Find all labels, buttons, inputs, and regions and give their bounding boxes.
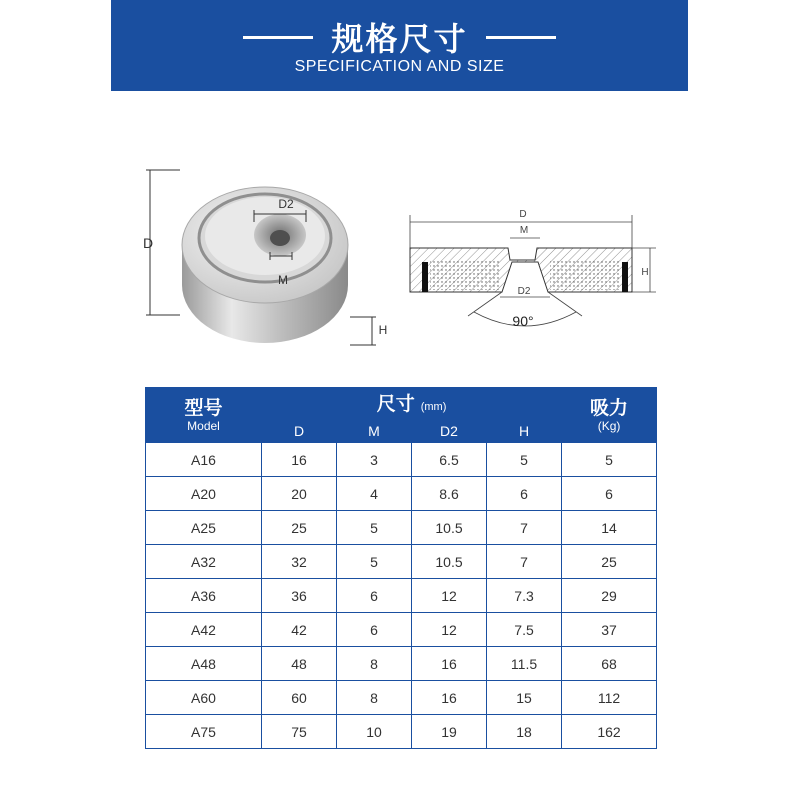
cell-d2: 12 [412,613,487,647]
cell-model: A60 [146,681,262,715]
table-row [146,647,657,681]
diag-label-m: M [519,225,529,236]
cell-force: 14 [562,511,657,545]
cell-d: 75 [262,715,337,749]
cell-d2: 16 [412,681,487,715]
spec-table [145,387,657,749]
cell-d2: 6.5 [412,443,487,477]
col-header-h: H [487,420,562,443]
force-header-unit: (Kg) [597,418,621,433]
cell-h: 7 [487,545,562,579]
size-header-unit: (mm) [420,400,447,413]
cell-d2: 19 [412,715,487,749]
cell-force: 25 [562,545,657,579]
cell-h: 7.3 [487,579,562,613]
cell-model: A36 [146,579,262,613]
cell-h: 7.5 [487,613,562,647]
cell-force: 29 [562,579,657,613]
table-row [146,443,657,477]
cell-m: 8 [337,681,412,715]
cell-force: 162 [562,715,657,749]
cell-d2: 8.6 [412,477,487,511]
title-row [111,14,688,60]
table-row [146,681,657,715]
cell-m: 3 [337,443,412,477]
size-header [262,388,562,420]
cell-force: 68 [562,647,657,681]
cell-h: 7 [487,511,562,545]
diag-ring-left [422,262,428,292]
cell-d2: 16 [412,647,487,681]
diag-label-d: D [519,209,527,220]
cell-model: A42 [146,613,262,647]
cell-d: 60 [262,681,337,715]
photo-label-h: H [378,323,388,337]
diag-label-d2: D2 [517,286,531,297]
cell-m: 6 [337,579,412,613]
title-rule-left [243,36,313,39]
size-header-cn: 尺寸 [376,392,415,415]
page-title: 规格尺寸 [331,20,468,58]
table-row [146,579,657,613]
cross-section-diagram [400,200,670,340]
cell-d: 16 [262,443,337,477]
model-header-cn: 型号 [184,396,223,419]
page-subtitle: SPECIFICATION AND SIZE [294,58,505,75]
cell-d: 42 [262,613,337,647]
cell-force: 5 [562,443,657,477]
magnet-photo [140,160,390,350]
diag-magnet-right [550,260,620,290]
table-header-row [146,388,657,420]
table-row [146,477,657,511]
cell-force: 6 [562,477,657,511]
cell-d2: 10.5 [412,511,487,545]
model-header-en: Model [187,418,220,433]
table-row [146,613,657,647]
cell-h: 18 [487,715,562,749]
cell-h: 6 [487,477,562,511]
cell-d2: 10.5 [412,545,487,579]
cell-m: 10 [337,715,412,749]
cell-model: A20 [146,477,262,511]
cell-m: 5 [337,511,412,545]
photo-label-m: M [278,273,288,287]
cell-d2: 12 [412,579,487,613]
photo-label-d2: D2 [278,197,294,211]
cell-m: 4 [337,477,412,511]
cell-force: 112 [562,681,657,715]
table-row [146,511,657,545]
table-row [146,715,657,749]
cell-h: 15 [487,681,562,715]
cell-model: A25 [146,511,262,545]
spec-table-body [146,443,657,749]
cell-d: 32 [262,545,337,579]
col-header-m: M [337,420,412,443]
cell-h: 11.5 [487,647,562,681]
cell-m: 6 [337,613,412,647]
model-header [146,388,262,443]
diag-magnet-left [430,260,500,290]
diag-label-h: H [641,267,649,278]
cell-model: A48 [146,647,262,681]
cell-model: A75 [146,715,262,749]
diag-angle-leg-left [468,292,502,316]
force-header-cn: 吸力 [590,396,629,419]
table-row [146,545,657,579]
col-header-d: D [262,420,337,443]
cell-model: A16 [146,443,262,477]
cell-model: A32 [146,545,262,579]
screw-hole [270,230,290,246]
cell-d: 20 [262,477,337,511]
cell-h: 5 [487,443,562,477]
title-rule-right [486,36,556,39]
cell-d: 25 [262,511,337,545]
diag-ring-right [622,262,628,292]
col-header-d2: D2 [412,420,487,443]
photo-label-d: D [142,235,154,251]
header-banner [111,0,688,91]
cell-d: 48 [262,647,337,681]
cell-m: 5 [337,545,412,579]
diag-label-angle: 90° [512,313,534,329]
cell-m: 8 [337,647,412,681]
force-header [562,388,657,443]
cell-d: 36 [262,579,337,613]
cell-force: 37 [562,613,657,647]
diag-angle-leg-right [548,292,582,316]
